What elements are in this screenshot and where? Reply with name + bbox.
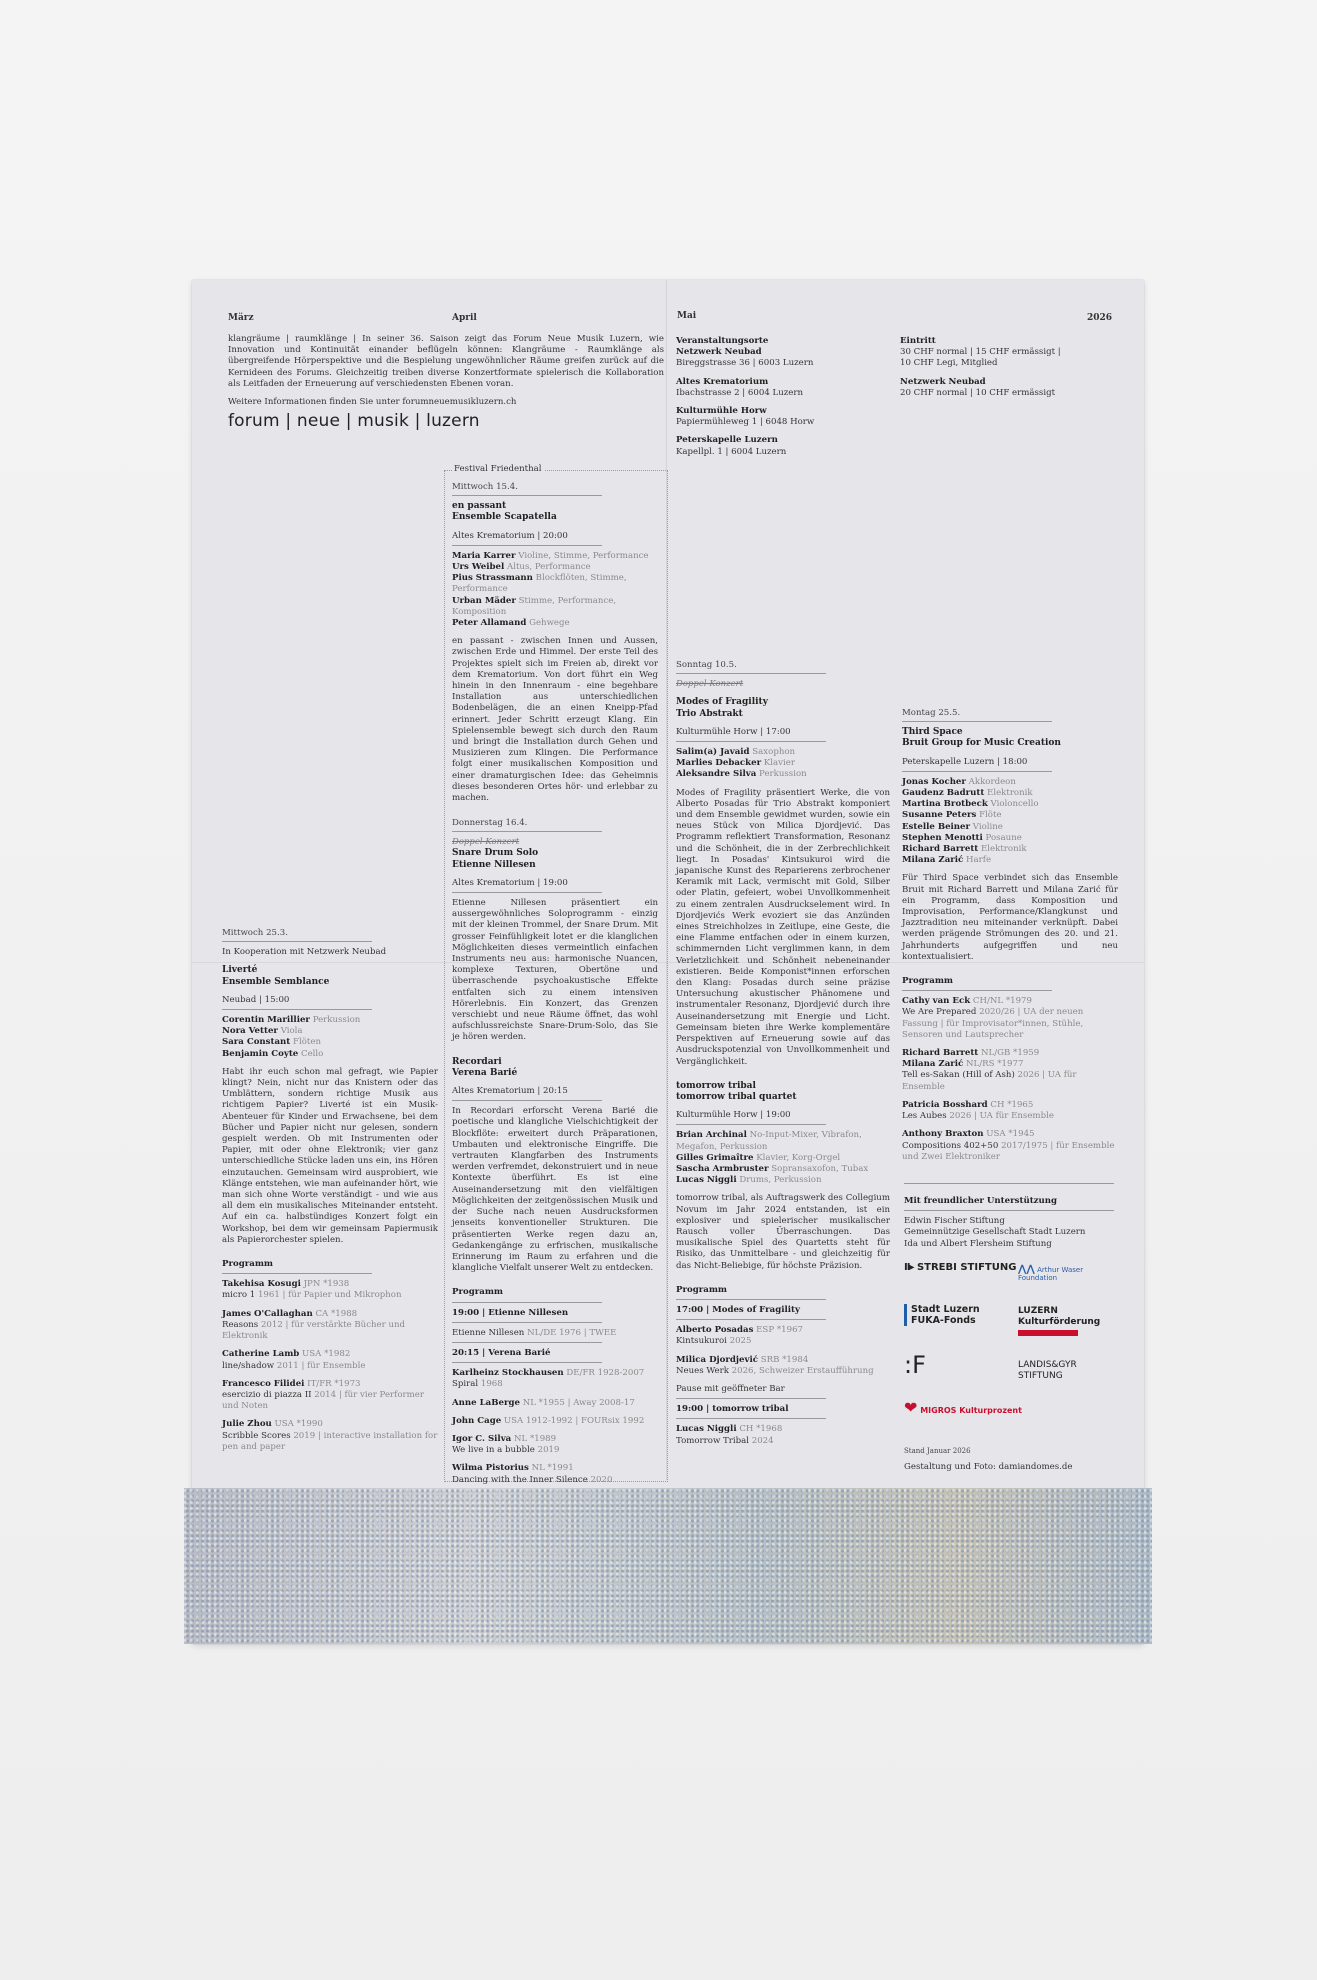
month-maerz: März bbox=[228, 313, 254, 323]
performer-instrument: Stimme, Performance, Komposition bbox=[452, 595, 617, 617]
event-ensemble: Ensemble Semblance bbox=[222, 976, 330, 987]
event-title: tomorrow tribal bbox=[676, 1080, 756, 1091]
performer-name: Lucas Niggli bbox=[676, 1175, 737, 1186]
composer: James O'Callaghan bbox=[222, 1308, 313, 1319]
event-description: tomorrow tribal, als Auftragswerk des Collegium Novum im Jahr 2024 entstanden, ist ein explosiver und spielerischer musikalischer Rausch voller Überraschungen. Das musikalische Spiel des Quartetts steht für Risiko, das Unmittelbare - und gleichzeitig für das Nicht-Beliebige, für höchste Präzision. bbox=[676, 1193, 890, 1271]
performer-name: Estelle Beiner bbox=[902, 821, 971, 832]
performer-name: Stephen Menotti bbox=[902, 832, 983, 843]
performer-instrument: Blockflöten, Stimme, Performance bbox=[452, 573, 627, 595]
divider bbox=[904, 1183, 1114, 1184]
divider bbox=[452, 1322, 602, 1323]
composer-meta: USA 1912-1992 | FOURsix 1992 bbox=[503, 1415, 645, 1426]
event-ensemble: Ensemble Scapatella bbox=[452, 512, 557, 523]
event-description: Etienne Nillesen präsentiert ein aussergewöhnliches Soloprogramm - einzig mit der kleinen Trommel, der Snare Drum. Mit grosser Feinfühligkeit lotet er die klanglichen Möglichkeiten dieses vermeintlich einfachen Instruments neu aus: harmonische Nuancen, komplexe Texturen, Obertöne und überraschende psychoakustische Effekte entfalten sich zu einem intensiven Hörerlebnis. Ein Konzert, das Grenzen verschiebt und neue Räume öffnet, das wohl aufschlussreichste Snare-Drum-Solo, das Sie je hören werden. bbox=[452, 898, 658, 1043]
composer-meta: IT/FR *1973 bbox=[307, 1378, 361, 1389]
program-poster bbox=[192, 280, 1144, 1644]
composer: Julie Zhou bbox=[222, 1419, 272, 1430]
performer-instrument: Perkussion bbox=[759, 769, 807, 780]
luzern-kultur-logo bbox=[1018, 1306, 1101, 1336]
work-meta: 2020/26 | UA der neuen Fassung | für Improvisator*innen, Stühle, Sensoren und Lautsprecher bbox=[902, 1007, 1084, 1040]
event-venue: Kulturmühle Horw | 19:00 bbox=[676, 1110, 791, 1121]
event-venue: Altes Krematorium | 20:00 bbox=[452, 530, 568, 541]
composer-meta: NL *1989 bbox=[513, 1433, 557, 1444]
composer: Igor C. Silva bbox=[452, 1433, 512, 1444]
composer: Wilma Pistorius bbox=[452, 1463, 529, 1474]
composer: Patricia Bosshard bbox=[902, 1099, 988, 1110]
work: micro 1 bbox=[222, 1290, 256, 1301]
venue-address: Ibachstrasse 2 | 6004 Luzern bbox=[676, 387, 804, 398]
divider bbox=[452, 1362, 602, 1363]
f-logo-text: F bbox=[912, 1351, 926, 1379]
performer-instrument: Saxophon bbox=[752, 747, 796, 758]
performer-instrument: Klavier, Korg-Orgel bbox=[756, 1152, 841, 1163]
composer: Karlheinz Stockhausen bbox=[452, 1368, 564, 1379]
work: Tomorrow Tribal bbox=[676, 1435, 750, 1446]
divider bbox=[902, 990, 1052, 991]
f-logo: :F bbox=[904, 1351, 926, 1379]
composer-meta: CH *1968 bbox=[739, 1424, 783, 1435]
work-year: 2024 bbox=[751, 1435, 774, 1446]
migros-text: MIGROS Kulturprozent bbox=[920, 1406, 1022, 1415]
composer: Richard Barrett bbox=[902, 1048, 979, 1059]
stadt-luzern-text: Stadt Luzern FUKA-Fonds bbox=[904, 1304, 994, 1326]
venue-name: Netzwerk Neubad bbox=[676, 347, 762, 358]
work-meta: 2026 | UA für Ensemble bbox=[949, 1111, 1054, 1122]
performer-name: Nora Vetter bbox=[222, 1026, 278, 1037]
performer-instrument: No-Input-Mixer, Vibrafon, Megafon, Perkussion bbox=[676, 1130, 862, 1152]
work-year: 1968 bbox=[480, 1379, 503, 1390]
venue-address: Bireggstrasse 36 | 6003 Luzern bbox=[676, 358, 814, 369]
composer-meta: ESP *1967 bbox=[756, 1325, 803, 1336]
event-date: Montag 25.5. bbox=[902, 708, 961, 718]
performer-name: Jonas Kocher bbox=[902, 776, 966, 787]
performer-name: Benjamin Coyte bbox=[222, 1048, 299, 1059]
program-item: 17:00 | Modes of Fragility bbox=[676, 1304, 800, 1315]
event-title: Liverté bbox=[222, 965, 258, 976]
strebi-logo: II▸ STREBI STIFTUNG bbox=[904, 1262, 1017, 1273]
composer: Milica Djordjević bbox=[676, 1354, 758, 1365]
event-16-4 bbox=[452, 818, 658, 1486]
event-title: Snare Drum Solo bbox=[452, 848, 539, 859]
performer-instrument: Klavier bbox=[763, 758, 795, 769]
work-meta: 2014 | für vier Performer und Noten bbox=[222, 1389, 424, 1412]
composer-meta: USA *1990 bbox=[274, 1419, 323, 1430]
composer-meta: CH *1965 bbox=[990, 1099, 1034, 1110]
forum-logo: forum | neue | musik | luzern bbox=[228, 411, 480, 432]
composer: Lucas Niggli bbox=[676, 1424, 737, 1435]
composer: Anne LaBerge bbox=[452, 1397, 520, 1408]
doppel-konzert-tag: Doppel-Konzert bbox=[452, 837, 520, 848]
performer-name: Salim(a) Javaid bbox=[676, 747, 750, 758]
year: 2026 bbox=[1087, 313, 1113, 323]
performer-instrument: Violine, Stimme, Performance bbox=[518, 550, 649, 561]
composer-meta: USA *1945 bbox=[986, 1129, 1035, 1140]
performer-name: Brian Archinal bbox=[676, 1130, 747, 1141]
strebi-logo-text: STREBI STIFTUNG bbox=[916, 1262, 1017, 1273]
intermission: Pause mit geöffneter Bar bbox=[676, 1383, 785, 1394]
divider bbox=[452, 1100, 602, 1101]
work-meta: 2012 | für verstärkte Bücher und Elektronik bbox=[222, 1319, 406, 1342]
venue-name: Kulturmühle Horw bbox=[676, 406, 767, 417]
support-title: Mit freundlicher Unterstützung bbox=[904, 1196, 1058, 1206]
work: Scribble Scores bbox=[222, 1430, 291, 1441]
event-15-4 bbox=[452, 482, 658, 804]
support-block bbox=[904, 1180, 1118, 1250]
performer-instrument: Violoncello bbox=[990, 799, 1039, 810]
divider bbox=[904, 1210, 1114, 1211]
event-title: Modes of Fragility bbox=[676, 697, 768, 708]
divider bbox=[452, 495, 602, 496]
admission-line2: 10 CHF Legi, Mitglied bbox=[900, 358, 998, 369]
work: We Are Prepared bbox=[902, 1007, 977, 1018]
programm-heading: Programm bbox=[902, 976, 954, 987]
supporter: Ida und Albert Flersheim Stiftung bbox=[904, 1238, 1052, 1249]
event-description: en passant - zwischen Innen und Aussen, zwischen Erde und Himmel. Der erste Teil des Projektes spielt sich im Freien ab, direkt vor dem Krematorium. Von dort führt ein Weg hinein in den Innenraum - eine begehbare Installation aus unterschiedlichen Bodenbelägen, die an einen Kneipp-Pfad erinnert. Jeder Schritt erzeugt Klang. Ein Spielensemble bewegt sich durch den Raum und bringt die Installation durch Gehen und Musizieren zum Klingen. Die Performance folgt einer musikalischen Komposition und einer dramaturgischen Idee: das Geheimnis dieses besonderen Ortes hör- und erlebbar zu machen. bbox=[452, 636, 658, 804]
performer-instrument: Viola bbox=[280, 1026, 303, 1037]
event-title: Third Space bbox=[902, 727, 963, 738]
composer: Alberto Posadas bbox=[676, 1325, 754, 1336]
composer-meta: DE/FR 1928-2007 bbox=[566, 1368, 645, 1379]
event-venue: Altes Krematorium | 19:00 bbox=[452, 877, 568, 888]
composer-meta: SRB *1984 bbox=[760, 1354, 809, 1365]
work: Dancing with the Inner Silence bbox=[452, 1474, 588, 1485]
venues-title: Veranstaltungsorte bbox=[676, 336, 769, 346]
composer-meta: NL/DE 1976 | TWEE bbox=[527, 1327, 617, 1338]
event-25-5 bbox=[902, 708, 1118, 1163]
performer-name: Pius Strassmann bbox=[452, 573, 533, 584]
composer: Takehisa Kosugi bbox=[222, 1279, 301, 1290]
work: Neues Werk bbox=[676, 1365, 729, 1376]
event-title: Recordari bbox=[452, 1056, 502, 1067]
work: line/shadow bbox=[222, 1360, 275, 1371]
performer-name: Peter Allamand bbox=[452, 618, 527, 629]
composer-meta: NL/RS *1977 bbox=[966, 1059, 1024, 1070]
event-venue: Neubad | 15:00 bbox=[222, 994, 290, 1005]
performer-instrument: Flöte bbox=[979, 810, 1002, 821]
work: Les Aubes bbox=[902, 1111, 947, 1122]
composer-meta: NL *1991 bbox=[531, 1463, 574, 1474]
work: Kintsukuroi bbox=[676, 1336, 727, 1347]
credit-line: Gestaltung und Foto: damiandomes.de bbox=[904, 1462, 1073, 1472]
composer-meta: USA *1982 bbox=[302, 1349, 351, 1360]
divider bbox=[676, 1319, 826, 1320]
programm-heading: Programm bbox=[222, 1259, 274, 1270]
divider bbox=[676, 673, 826, 674]
performer-instrument: Sopransaxofon, Tubax bbox=[771, 1163, 869, 1174]
composer-meta: CH/NL *1979 bbox=[972, 996, 1032, 1007]
venues-block bbox=[676, 336, 876, 458]
event-description: Modes of Fragility präsentiert Werke, die von Alberto Posadas für Trio Abstrakt komponiert und dem Ensemble gewidmet wurden, sowie ein neues Stück von Milica Djordjević. Das Programm reflektiert Transformation, Resonanz und die Schönheit, die in der Zerbrechlichkeit liegt. In Posadas' Kintsukuroi wird die japanische Kunst des Reparierens zerbrochener Keramik mit Lack, vermischt mit Gold, Silber oder Platin, gefeiert, wobei Unvollkommenheit zu einem zentralen Ausdruckselement wird. In Djordjevićs Werk evoziert sie das Anzünden eines Streichholzes in Zeitlupe, eine Geste, die eine Flamme entfachen oder in einem kurzen, schimmernden Licht verglimmen kann, in dem Verletzlichkeit und Schönheit nebeneinander existieren. Beide Komponist*innen erforschen den Klang: Posadas durch seine präzise Untersuchung akustischer Phänomene und instrumentaler Resonanz, Djordjević durch ihre Auseinandersetzung mit Energie und Licht. Gemeinsam bieten ihre Werke komplementäre Perspektiven auf Erneuerung sowie auf das Ausdruckspotenzial von Unvollkommenheit und Vergänglichkeit. bbox=[676, 787, 890, 1067]
performer-name: Corentin Marillier bbox=[222, 1015, 310, 1026]
work: We live in a bubble bbox=[452, 1445, 535, 1456]
event-description: Habt ihr euch schon mal gefragt, wie Papier klingt? Nein, nicht nur das Knistern oder das Umblättern, sondern richtige Musik aus richtigem Papier? Liverté ist ein Musik-Abenteuer für Kinder und Erwachsene, bei dem Bücher und Papier nicht nur gelesen, sondern gespielt werden. Ob mit Instrumenten oder Papier, mit oder ohne Elektronik; vier ganz unterschiedliche Stücke laden uns ein, ins Hören einzutauchen. Gemeinsam wird ausprobiert, wie Klänge entstehen, wie man aufeinander hört, wie man sich ohne Worte verständigt - und wie aus all dem ein musikalisches Miteinander entsteht. Auf ein ca. halbstündiges Konzert folgt ein Workshop, bei dem wir gemeinsam Papiermusik als Papierorchester spielen. bbox=[222, 1066, 438, 1245]
event-date: Donnerstag 16.4. bbox=[452, 818, 528, 828]
event-ensemble: Bruit Group for Music Creation bbox=[902, 738, 1061, 749]
composer: Cathy van Eck bbox=[902, 996, 971, 1007]
month-april: April bbox=[452, 313, 477, 323]
program-item: 19:00 | Etienne Nillesen bbox=[452, 1307, 569, 1318]
event-description: Für Third Space verbindet sich das Ensemble Bruit mit Richard Barrett und Milana Zarić für ein Programm, dass Komposition und Improvisation, Performance/Klangkunst und Jazztradition neu miteinander verknüpft. Dabei werden prägende Strömungen des 20. und 21. Jahrhunderts aufgegriffen und neu kontextualisiert. bbox=[902, 873, 1118, 962]
divider bbox=[676, 1398, 826, 1399]
composer: John Cage bbox=[452, 1415, 502, 1426]
work: Spiral bbox=[452, 1379, 479, 1390]
performer-instrument: Altus, Performance bbox=[507, 562, 591, 573]
performer-instrument: Harfe bbox=[966, 855, 992, 866]
venue-name: Altes Krematorium bbox=[676, 376, 769, 387]
performer-name: Maria Karrer bbox=[452, 550, 516, 561]
divider bbox=[676, 1418, 826, 1419]
composer: Francesco Filidei bbox=[222, 1378, 305, 1389]
performer-name: Sascha Armbruster bbox=[676, 1163, 769, 1174]
divider bbox=[222, 941, 372, 942]
event-venue: Peterskapelle Luzern | 18:00 bbox=[902, 756, 1028, 767]
supporter: Edwin Fischer Stiftung bbox=[904, 1216, 1005, 1227]
landis-gyr-logo bbox=[1018, 1360, 1108, 1382]
venue-address: Papiermühleweg 1 | 6048 Horw bbox=[676, 417, 815, 428]
festival-label: Festival Friedenthal bbox=[454, 464, 542, 474]
performer-name: Martina Brotbeck bbox=[902, 799, 988, 810]
performer-instrument: Posaune bbox=[985, 832, 1022, 843]
admission-block bbox=[900, 336, 1120, 399]
composer: Milana Zarić bbox=[902, 1059, 964, 1070]
supporter: Gemeinnützige Gesellschaft Stadt Luzern bbox=[904, 1227, 1086, 1238]
cooperation-note: In Kooperation mit Netzwerk Neubad bbox=[222, 947, 387, 958]
performer-name: Gilles Grimaître bbox=[676, 1152, 754, 1163]
composer-meta: CA *1988 bbox=[315, 1308, 358, 1319]
event-ensemble: Trio Abstrakt bbox=[676, 708, 743, 719]
stadt-luzern-logo bbox=[904, 1304, 994, 1326]
performer-instrument: Elektronik bbox=[981, 844, 1027, 855]
program-item: 20:15 | Verena Barié bbox=[452, 1347, 551, 1358]
divider bbox=[902, 721, 1052, 722]
performer-name: Gaudenz Badrutt bbox=[902, 788, 985, 799]
divider bbox=[452, 1342, 602, 1343]
arthur-waser-logo: ⋀⋀ Arthur Waser Foundation bbox=[1018, 1264, 1084, 1282]
work-year: 2025 bbox=[729, 1336, 752, 1347]
work-year: 2020 bbox=[590, 1474, 613, 1485]
divider bbox=[902, 771, 1052, 772]
divider bbox=[222, 1009, 372, 1010]
work: Compositions 402+50 bbox=[902, 1140, 999, 1151]
work: Tell es-Sakan (Hill of Ash) bbox=[902, 1070, 1015, 1081]
composer: Catherine Lamb bbox=[222, 1349, 300, 1360]
work-meta: 2017/1975 | für Ensemble und Zwei Elektroniker bbox=[902, 1140, 1115, 1162]
programm-heading: Programm bbox=[452, 1287, 504, 1298]
admission-line1: 30 CHF normal | 15 CHF ermässigt | bbox=[900, 347, 1061, 358]
work-meta: 2026 | UA für Ensemble bbox=[902, 1070, 1077, 1092]
work: esercizio di piazza II bbox=[222, 1389, 312, 1400]
performer-name: Urs Weibel bbox=[452, 562, 505, 573]
event-venue: Altes Krematorium | 20:15 bbox=[452, 1086, 568, 1097]
admission-neubad-line: 20 CHF normal | 10 CHF ermässigt bbox=[900, 387, 1056, 398]
migros-logo: ❤ MIGROS Kulturprozent bbox=[904, 1398, 1022, 1417]
event-venue: Kulturmühle Horw | 17:00 bbox=[676, 726, 791, 737]
venue-address: Kapellpl. 1 | 6004 Luzern bbox=[676, 446, 787, 457]
divider bbox=[452, 545, 602, 546]
performer-name: Milana Zarić bbox=[902, 855, 964, 866]
performer-instrument: Akkordeon bbox=[968, 776, 1016, 787]
performer-instrument: Drums, Perkussion bbox=[739, 1175, 822, 1186]
divider bbox=[676, 741, 826, 742]
performer-name: Marlies Debacker bbox=[676, 758, 762, 769]
performer-name: Sara Constant bbox=[222, 1037, 291, 1048]
event-date: Mittwoch 15.4. bbox=[452, 482, 518, 492]
performer-name: Richard Barrett bbox=[902, 844, 979, 855]
holographic-glitter-band bbox=[184, 1488, 1152, 1644]
work-year: 2019 bbox=[537, 1445, 560, 1456]
admission-neubad-title: Netzwerk Neubad bbox=[900, 376, 986, 387]
performer-instrument: Elektronik bbox=[987, 788, 1033, 799]
event-25-3 bbox=[222, 928, 438, 1453]
month-mai: Mai bbox=[677, 311, 697, 321]
event-10-5 bbox=[676, 660, 890, 1447]
work-meta: 2026, Schweizer Erstaufführung bbox=[731, 1365, 874, 1376]
intro-block bbox=[228, 334, 664, 432]
performer-name: Aleksandre Silva bbox=[676, 769, 757, 780]
composer-meta: JPN *1938 bbox=[303, 1279, 350, 1290]
performer-instrument: Flöten bbox=[293, 1037, 321, 1048]
composer: Anthony Braxton bbox=[902, 1129, 984, 1140]
work-meta: 1961 | für Papier und Mikrophon bbox=[257, 1290, 402, 1301]
divider bbox=[676, 1124, 826, 1125]
intro-more: Weitere Informationen finden Sie unter forumneuemusikluzern.ch bbox=[228, 397, 517, 408]
event-ensemble: tomorrow tribal quartet bbox=[676, 1091, 797, 1102]
event-description: In Recordari erforscht Verena Barié die poetische und klangliche Vielschichtigkeit der Blockflöte: erweitert durch Präparationen, Umbauten und elektronische Eingriffe. Die vertrauten Klangfarben des Instruments werden verfremdet, dekonstruiert und in neue Kontexte überführt. Es ist eine Auseinandersetzung mit den vielfältigen Möglichkeiten der zeitgenössischen Musik und der Suche nach neuen Ausdrucksformen jenseits konventioneller Strukturen. Die präsentierten Werke regen dazu an, Gedankengänge zu erfrischen, musikalische Erinnerung im Raum zu erfahren und die klangliche Vielfalt unserer Welt zu entdecken. bbox=[452, 1106, 658, 1274]
work-meta: 2011 | für Ensemble bbox=[276, 1360, 366, 1371]
luzern-kultur-text: LUZERN Kulturförderung bbox=[1018, 1306, 1101, 1327]
performer-instrument: Cello bbox=[301, 1048, 324, 1059]
event-date: Mittwoch 25.3. bbox=[222, 928, 288, 938]
arthur-waser-text: Arthur Waser Foundation bbox=[1018, 1266, 1084, 1282]
event-date: Sonntag 10.5. bbox=[676, 660, 737, 670]
admission-title: Eintritt bbox=[900, 336, 936, 346]
divider bbox=[452, 1302, 602, 1303]
composer: Etienne Nillesen bbox=[452, 1327, 525, 1338]
event-title: en passant bbox=[452, 501, 507, 512]
work-meta: 2019 | interactive installation for pen and paper bbox=[222, 1430, 438, 1452]
composer-meta: NL/GB *1959 bbox=[981, 1048, 1040, 1059]
doppel-konzert-tag: Doppel-Konzert bbox=[676, 679, 744, 690]
performer-name: Urban Mäder bbox=[452, 595, 516, 606]
program-item: 19:00 | tomorrow tribal bbox=[676, 1404, 789, 1415]
stand-date: Stand Januar 2026 bbox=[904, 1447, 971, 1455]
performer-instrument: Perkussion bbox=[312, 1015, 361, 1026]
intro-text: klangräume | raumklänge | In seiner 36. Saison zeigt das Forum Neue Musik Luzern, wie Innovation und Kontinuität einander beflügeln können: Klangräume - Raumklänge als übergreifende Hörperspektive und die Bespielung ungewöhnlicher Räume greifen zurück auf die Kernideen des Forums. Gleichzeitig treiben diverse Konzertformate spielerisch die Kollaboration als Leitfaden der Erneuerung auf verschiedensten Ebenen voran. bbox=[228, 334, 664, 389]
landis-gyr-text: LANDIS&GYR STIFTUNG bbox=[1018, 1360, 1077, 1381]
divider bbox=[452, 892, 602, 893]
composer-meta: NL *1955 | Away 2008-17 bbox=[522, 1397, 635, 1408]
performer-instrument: Violine bbox=[972, 821, 1003, 832]
event-performer: Etienne Nillesen bbox=[452, 859, 536, 870]
event-performer: Verena Barié bbox=[452, 1067, 518, 1078]
performer-instrument: Gehwege bbox=[529, 618, 570, 629]
divider bbox=[452, 831, 602, 832]
divider bbox=[676, 1299, 826, 1300]
work: Reasons bbox=[222, 1319, 259, 1330]
performer-name: Susanne Peters bbox=[902, 810, 977, 821]
venue-name: Peterskapelle Luzern bbox=[676, 435, 778, 446]
divider bbox=[222, 1273, 372, 1274]
programm-heading: Programm bbox=[676, 1284, 728, 1295]
